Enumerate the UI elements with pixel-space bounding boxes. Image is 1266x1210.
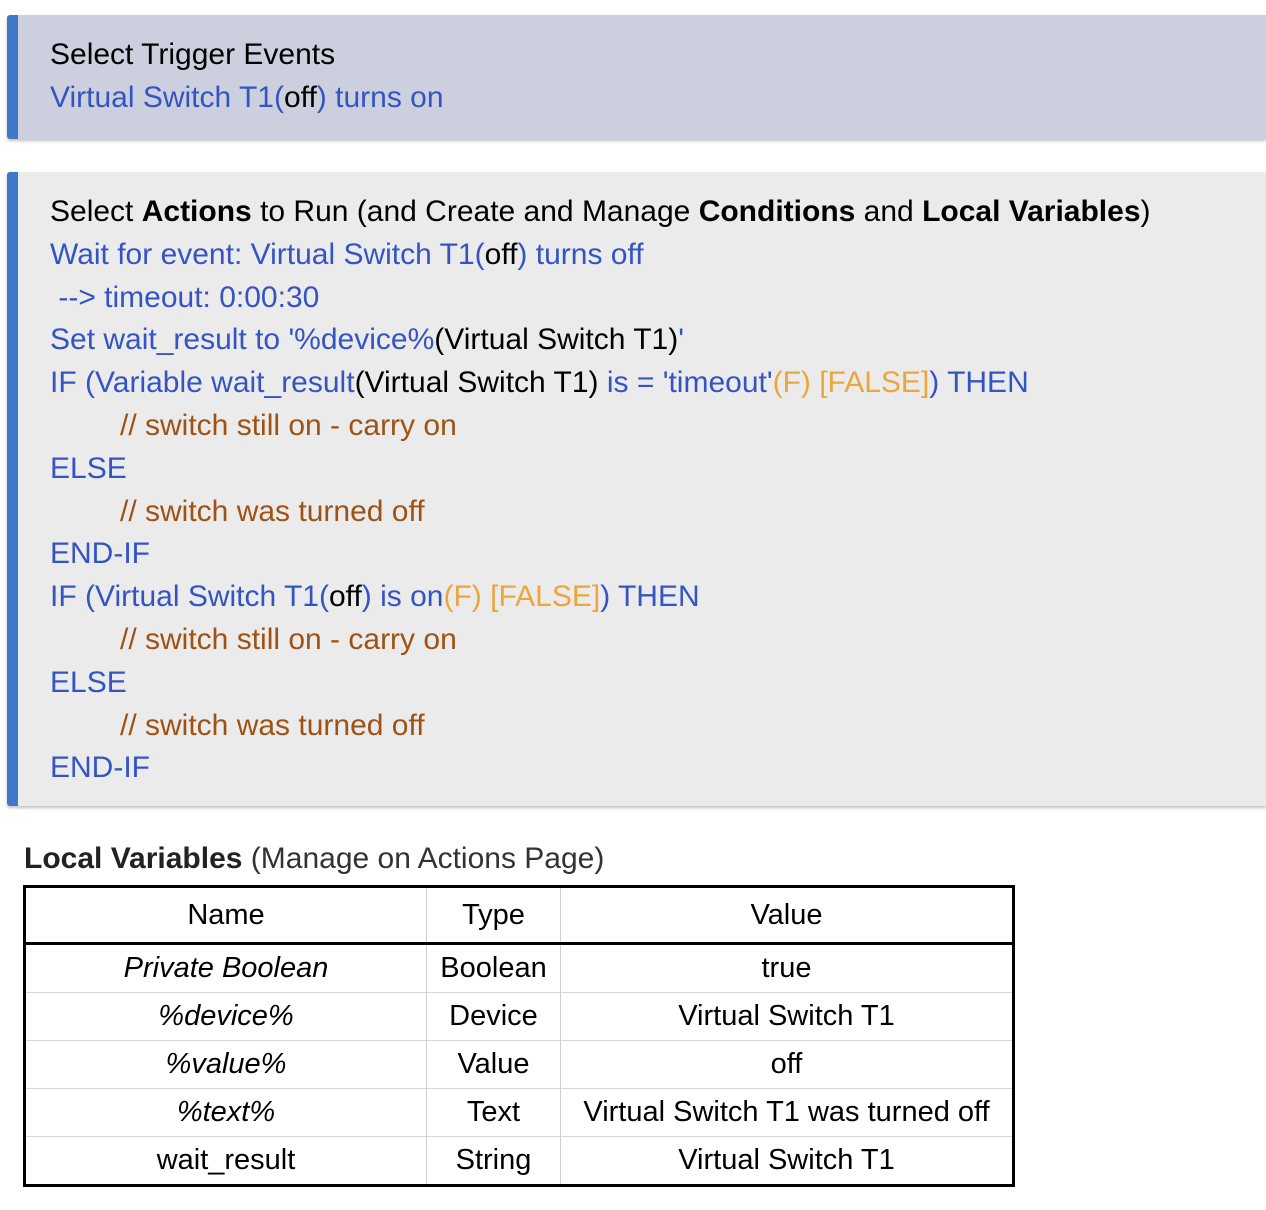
trigger-event-line bbox=[50, 77, 1266, 120]
table-row bbox=[25, 993, 1014, 1041]
if2-part-1: IF (Virtual Switch T1( bbox=[50, 580, 329, 614]
title-bold-actions: Actions bbox=[141, 195, 252, 228]
if2-part-3: ) THEN bbox=[600, 580, 700, 614]
local-variables-title: Local Variables bbox=[24, 842, 243, 875]
trigger-event-device: Virtual Switch T1( bbox=[50, 80, 284, 114]
action-comment: // switch still on - carry on bbox=[120, 408, 457, 442]
action-comment: // switch still on - carry on bbox=[120, 622, 457, 656]
var-type: Value bbox=[427, 1041, 561, 1089]
set-prefix: Set wait_result to '%device% bbox=[50, 323, 435, 357]
var-value: true bbox=[761, 952, 812, 984]
actions-section[interactable] bbox=[7, 172, 1266, 806]
action-end-if: END-IF bbox=[50, 751, 150, 785]
trigger-event-action: ) turns on bbox=[316, 80, 444, 114]
title-text-1: Select bbox=[50, 195, 142, 228]
trigger-section-title: Select Trigger Events bbox=[50, 38, 336, 71]
table-row bbox=[25, 1089, 1014, 1137]
var-type: String bbox=[427, 1137, 561, 1186]
title-bold-conditions: Conditions bbox=[698, 195, 856, 228]
local-variables-heading bbox=[24, 842, 604, 876]
set-suffix: ' bbox=[678, 323, 684, 357]
if1-false-badge: (F) [FALSE] bbox=[772, 366, 930, 400]
if2-state: off bbox=[328, 580, 362, 614]
action-if-1 bbox=[50, 362, 1266, 405]
title-text-2: to Run (and Create and Manage bbox=[251, 195, 699, 228]
table-row bbox=[25, 1137, 1014, 1186]
header-type: Type bbox=[427, 887, 561, 944]
var-value: Virtual Switch T1 bbox=[561, 1137, 1014, 1186]
if2-part-2: ) is on bbox=[361, 580, 444, 614]
header-value: Value bbox=[561, 887, 1014, 944]
title-text-3: and bbox=[855, 195, 923, 228]
var-name: Private Boolean bbox=[25, 944, 427, 993]
table-row bbox=[25, 944, 1014, 993]
trigger-event-state: off bbox=[283, 80, 317, 114]
action-end-if: END-IF bbox=[50, 537, 150, 571]
if1-part-2: is = 'timeout' bbox=[598, 366, 773, 400]
if1-part-1: IF (Variable wait_result bbox=[50, 366, 355, 400]
action-else: ELSE bbox=[50, 451, 127, 485]
table-header-row bbox=[25, 887, 1014, 944]
var-type: Text bbox=[427, 1089, 561, 1137]
action-wait-for-event bbox=[50, 234, 1266, 277]
action-comment: // switch was turned off bbox=[120, 494, 425, 528]
action-if-2 bbox=[50, 576, 1266, 619]
if1-value: (Virtual Switch T1) bbox=[354, 366, 599, 400]
table-row bbox=[25, 1041, 1014, 1089]
if1-part-3: ) THEN bbox=[929, 366, 1029, 400]
var-value: Virtual Switch T1 was turned off bbox=[561, 1089, 1014, 1137]
var-name: %value% bbox=[25, 1041, 427, 1089]
actions-section-title bbox=[50, 191, 1266, 234]
var-value: Virtual Switch T1 bbox=[561, 993, 1014, 1041]
header-name: Name bbox=[25, 887, 427, 944]
var-name: %device% bbox=[25, 993, 427, 1041]
local-variables-table bbox=[23, 885, 1015, 1187]
action-set-variable bbox=[50, 319, 1266, 362]
title-bold-local-variables: Local Variables bbox=[922, 195, 1141, 228]
if2-false-badge: (F) [FALSE] bbox=[443, 580, 601, 614]
action-else: ELSE bbox=[50, 665, 127, 699]
wait-prefix: Wait for event: Virtual Switch T1( bbox=[50, 237, 485, 271]
action-comment: // switch was turned off bbox=[120, 708, 425, 742]
var-name: %text% bbox=[25, 1089, 427, 1137]
action-timeout: --> timeout: 0:00:30 bbox=[50, 280, 320, 314]
wait-suffix: ) turns off bbox=[517, 237, 644, 271]
var-value: off bbox=[561, 1041, 1014, 1089]
title-text-4: ) bbox=[1140, 195, 1151, 228]
trigger-events-section[interactable] bbox=[7, 15, 1266, 139]
var-name: wait_result bbox=[25, 1137, 427, 1186]
var-type: Boolean bbox=[427, 944, 561, 993]
set-value: (Virtual Switch T1) bbox=[434, 323, 679, 357]
local-variables-subtitle: (Manage on Actions Page) bbox=[242, 842, 605, 875]
var-type: Device bbox=[427, 993, 561, 1041]
wait-state: off bbox=[484, 237, 518, 271]
